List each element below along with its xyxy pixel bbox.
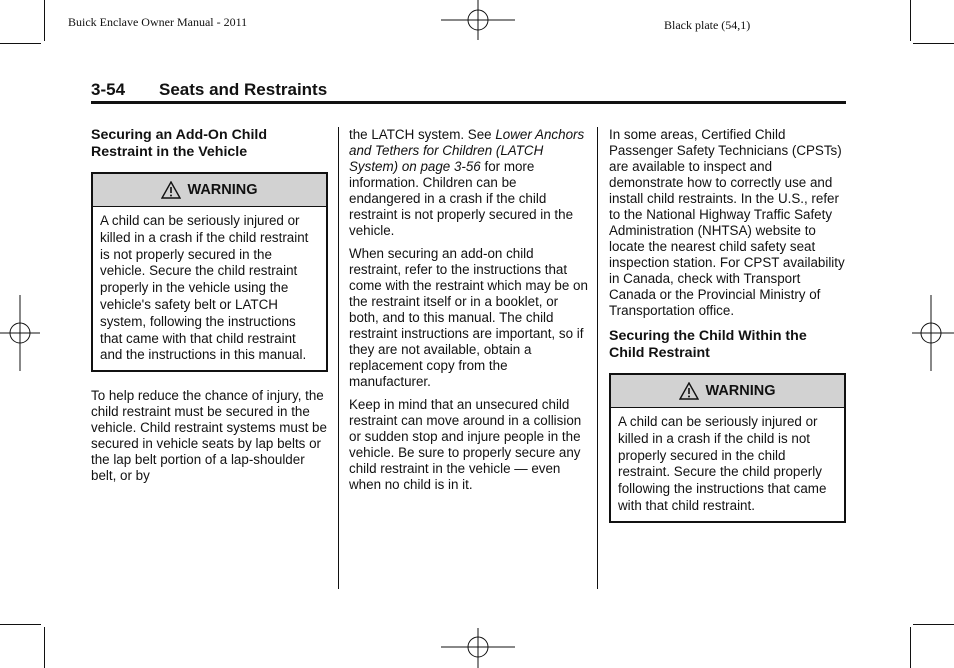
warning-triangle-icon (679, 382, 699, 400)
column-1 (91, 127, 328, 484)
body-paragraph: When securing an add-on child restraint, refer to the instructions that come with the restraint which may be on the restraint itself or in a booklet, or both, and to this manual. The child restraint instructions are important, so if they are not available, obtain a replacement copy from the manufacturer. (349, 246, 588, 389)
warning-header (611, 375, 844, 408)
warning-box (91, 172, 328, 372)
crop-mark-icon (910, 627, 911, 668)
header-rule (91, 101, 846, 104)
cross-reference-link[interactable]: Lower Anchors and Tethers for Children (LATCH System) on page 3-56 (349, 127, 585, 174)
registration-target-icon (0, 295, 44, 371)
crop-mark-icon (913, 43, 954, 44)
section-title: Seats and Restraints (159, 80, 328, 99)
warning-title: WARNING (187, 182, 258, 198)
text-run: the LATCH system. See (349, 127, 496, 142)
column-divider (338, 127, 339, 589)
column-3 (609, 127, 846, 523)
section-heading: Securing an Add-On Child Restraint in the Vehicle (91, 127, 268, 160)
crop-mark-icon (44, 627, 45, 668)
registration-target-icon (441, 0, 515, 44)
crop-mark-icon (44, 0, 45, 41)
registration-target-icon (910, 295, 954, 371)
crop-mark-icon (910, 0, 911, 41)
warning-header (93, 174, 326, 207)
crop-mark-icon (0, 624, 41, 625)
body-paragraph: To help reduce the chance of injury, the child restraint must be secured in the vehicle. Child restraint systems must be secured in vehicle seats by lap belts or the lap belt portion of a lap-shoulder belt, or by (91, 388, 327, 484)
crop-mark-icon (0, 43, 41, 44)
warning-title: WARNING (705, 383, 776, 399)
warning-text: A child can be seriously injured or killed in a crash if the child restraint is not properly secured in the vehicle. Secure the child restraint properly in the vehicle using the vehicle's safety belt or LATCH system, following the instructions that came with that child restraint and the instructions in this manual. (100, 213, 309, 363)
warning-box (609, 373, 846, 523)
text-run: for more information. Children can be endangered in a crash if the child restraint is not properly secured in the vehicle. (349, 159, 574, 238)
body-paragraph: In some areas, Certified Child Passenger Safety Technicians (CPSTs) are available to inspect and demonstrate how to correctly use and install child restraints. In the U.S., refer to the National Highway Traffic Safety Administration (NHTSA) website to locate the nearest child safety seat inspection station. For CPST availability in Canada, check with Transport Canada or the Provincial Ministry of Transportation office. (609, 127, 845, 318)
body-paragraph: Keep in mind that an unsecured child restraint can move around in a collision or sudden stop and injure people in the vehicle. Be sure to properly secure any child restraint in the vehicle — even when no child is in it. (349, 397, 582, 492)
page-number: 3-54 (91, 80, 126, 99)
warning-text: A child can be seriously injured or killed in a crash if the child is not properly secured in the child restraint. Secure the child properly following the instructions that came with that child restraint. (618, 414, 827, 513)
crop-mark-icon (913, 624, 954, 625)
column-divider (597, 127, 598, 589)
registration-target-icon (441, 628, 515, 668)
plate-label: Black plate (54,1) (664, 18, 751, 32)
body-paragraph (349, 127, 589, 239)
column-2 (349, 127, 589, 493)
section-heading: Securing the Child Within the Child Restraint (609, 328, 807, 361)
warning-triangle-icon (161, 181, 181, 199)
manual-title: Buick Enclave Owner Manual - 2011 (68, 15, 248, 29)
